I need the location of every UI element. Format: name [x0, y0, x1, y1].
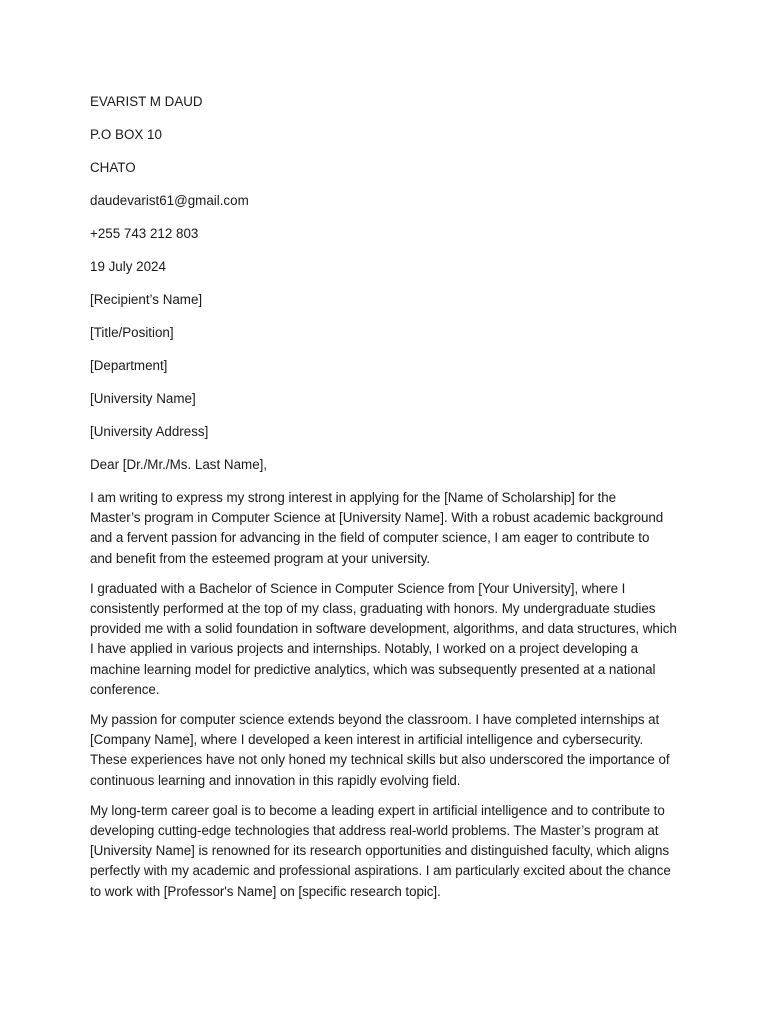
body-paragraph-1 — [90, 488, 690, 569]
recipient-department: [Department] — [90, 358, 168, 373]
sender-phone: +255 743 212 803 — [90, 226, 199, 241]
body-paragraph-3 — [90, 710, 690, 791]
recipient-address: [University Address] — [90, 424, 209, 439]
paragraph-line: machine learning model for predictive analytics, which was subsequently presented at a national — [90, 661, 656, 677]
paragraph-line: I am writing to express my strong interest in applying for the [Name of Scholarship] for the — [90, 490, 617, 505]
paragraph-line: consistently performed at the top of my class, graduating with honors. My undergraduate studies — [90, 601, 656, 617]
paragraph-line: My long-term career goal is to become a leading expert in artificial intelligence and to contribute to — [90, 802, 665, 818]
recipient-title: [Title/Position] — [90, 325, 174, 340]
paragraph-line: to work with [Professor's Name] on [specific research topic]. — [90, 883, 441, 899]
sender-email: daudevarist61@gmail.com — [90, 193, 249, 208]
body-paragraph-2 — [90, 579, 690, 700]
paragraph-line: conference. — [90, 681, 160, 697]
paragraph-line: continuous learning and innovation in this rapidly evolving field. — [90, 772, 461, 788]
paragraph-line: I have applied in various projects and internships. Notably, I worked on a project developing a — [90, 641, 639, 657]
body-paragraph-4 — [90, 801, 690, 902]
paragraph-line: perfectly with my academic and professional aspirations. I am particularly excited about the chance — [90, 863, 671, 879]
paragraph-line: and benefit from the esteemed program at your university. — [90, 550, 431, 566]
paragraph-line: Master’s program in Computer Science at [University Name]. With a robust academic background — [90, 510, 664, 526]
paragraph-line: These experiences have not only honed my technical skills but also underscored the importance of — [90, 752, 670, 768]
salutation: Dear [Dr./Mr./Ms. Last Name], — [90, 457, 268, 472]
paragraph-line: and a fervent passion for advancing in the field of computer science, I am eager to contribute to — [90, 530, 650, 546]
cover-letter — [90, 92, 690, 912]
recipient-name: [Recipient’s Name] — [90, 292, 203, 307]
paragraph-line: My passion for computer science extends beyond the classroom. I have completed internships at — [90, 712, 660, 728]
paragraph-line: [University Name] is renowned for its research opportunities and distinguished faculty, which aligns — [90, 843, 670, 859]
paragraph-line: developing cutting-edge technologies that address real-world problems. The Master’s program at — [90, 823, 659, 839]
paragraph-line: provided me with a solid foundation in software development, algorithms, and data structures, which — [90, 621, 677, 637]
paragraph-line: I graduated with a Bachelor of Science in Computer Science from [Your University], where I — [90, 580, 626, 596]
recipient-university: [University Name] — [90, 391, 196, 406]
paragraph-line: [Company Name], where I developed a keen interest in artificial intelligence and cybersecurity. — [90, 732, 644, 748]
letter-date: 19 July 2024 — [90, 259, 166, 274]
sender-city: CHATO — [90, 160, 136, 175]
sender-po-box: P.O BOX 10 — [90, 127, 162, 142]
sender-name: EVARIST M DAUD — [90, 94, 203, 109]
